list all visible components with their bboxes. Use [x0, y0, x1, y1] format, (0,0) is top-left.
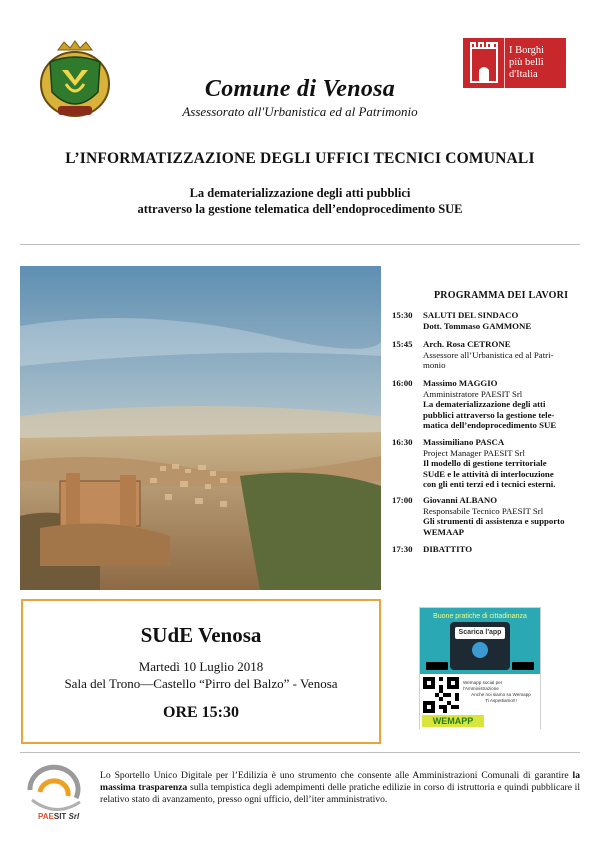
programma-topic: La dematerializzazione degli atti [423, 399, 546, 410]
programma-time: 15:45 [392, 339, 413, 349]
app-note: Anche noi siamo su Wemapp [471, 692, 531, 697]
programma-topic: WEMAAP [423, 526, 465, 537]
programma-title: PROGRAMMA DEI LAVORI [434, 290, 569, 301]
programma-topic: SUdE e le attività di interlocuzione [423, 468, 554, 479]
qr-code-icon [423, 677, 459, 713]
app-logo-icon [472, 642, 488, 658]
castle-tower-icon [463, 38, 505, 88]
app-note: Wemapp social per l'Amministrazione [463, 680, 503, 691]
venosa-crest-icon [36, 40, 114, 122]
event-date: Martedì 10 Luglio 2018 [138, 659, 264, 674]
programma-role: Assessore all’Urbanistica ed al Patri- [423, 349, 554, 360]
borghi-line-3: d'Italia [509, 69, 538, 80]
programma-time: 15:30 [392, 310, 413, 320]
programma-speaker: DIBATTITO [423, 544, 473, 554]
google-play-badge-icon [426, 662, 448, 670]
subtitle-line-1: La dematerializzazione degli atti pubblici [189, 186, 411, 200]
wemapp-banner [419, 607, 541, 729]
assessorato-subtitle: Assessorato all'Urbanistica ed al Patrimonio [182, 104, 418, 119]
main-title: L’INFORMATIZZAZIONE DEGLI UFFICI TECNICI COMUNALI [65, 150, 535, 167]
programma-time: 17:30 [392, 544, 413, 554]
programma-time: 17:00 [392, 495, 413, 505]
subtitle-line-2: attraverso la gestione telematica dell’endoprocedimento SUE [137, 202, 463, 216]
event-time: ORE 15:30 [163, 704, 239, 721]
divider-bottom [20, 752, 580, 753]
programma-speaker: Massimiliano PASCA [423, 437, 505, 447]
programma-role: monio [423, 360, 446, 371]
borghi-line-1: I Borghi [509, 45, 545, 56]
programma-role: Responsabile Tecnico PAESIT Srl [423, 505, 544, 516]
paesit-logo-icon [22, 760, 88, 820]
programma-speaker: Arch. Rosa CETRONE [423, 339, 511, 349]
download-app-button[interactable]: Scarica l'app [455, 627, 505, 639]
programma-topic: Il modello di gestione territoriale [423, 458, 547, 469]
borghi-piu-belli-logo [463, 38, 566, 88]
divider-top [20, 244, 580, 245]
programma-role: Dott. Tommaso GAMMONE [423, 320, 532, 331]
programma-role: Amministratore PAESIT Srl [423, 388, 523, 399]
borghi-line-2: più belli [509, 57, 544, 68]
programma-topic: Gli strumenti di assistenza e supporto [423, 516, 565, 527]
programma-topic: matica dell’endoprocedimento SUE [423, 420, 557, 431]
programma-topic: con gli enti terzi ed i tecnici esterni. [423, 479, 556, 490]
event-title: SUdE Venosa [140, 623, 262, 647]
footer-description: Lo Sportello Unico Digitale per l’Edilizia è uno strumento che consente alle Amministrazioni Comunali di garantire la massima trasparenza sulla tempistica degli adempimenti delle pratiche edilizie in corso di istruttoria e quindi pubblicare il relativo stato di avanzamento, presso ogni ufficio, dell’iter amministrativo. [100, 770, 580, 806]
app-store-badge-icon [512, 662, 534, 670]
wemapp-logo: WEMAPP [422, 715, 484, 727]
venosa-aerial-photo [20, 266, 381, 590]
comune-title: Comune di Venosa [204, 76, 396, 102]
programma-role: Project Manager PAESIT Srl [423, 447, 525, 458]
programma-speaker: SALUTI DEL SINDACO [423, 310, 519, 320]
programma-topic: pubblici attraverso la gestione tele- [423, 409, 555, 420]
event-place: Sala del Trono—Castello “Pirro del Balzo” - Venosa [64, 676, 338, 691]
paesit-label: PAESIT Srl [38, 812, 80, 821]
app-banner-headline: Buone pratiche di cittadinanza [433, 613, 527, 620]
app-note: Ti Aspettiamo!!! [485, 698, 517, 703]
programma-time: 16:30 [392, 437, 413, 447]
programma-time: 16:00 [392, 378, 413, 388]
programma-speaker: Massimo MAGGIO [423, 378, 498, 388]
programma-speaker: Giovanni ALBANO [423, 495, 498, 505]
